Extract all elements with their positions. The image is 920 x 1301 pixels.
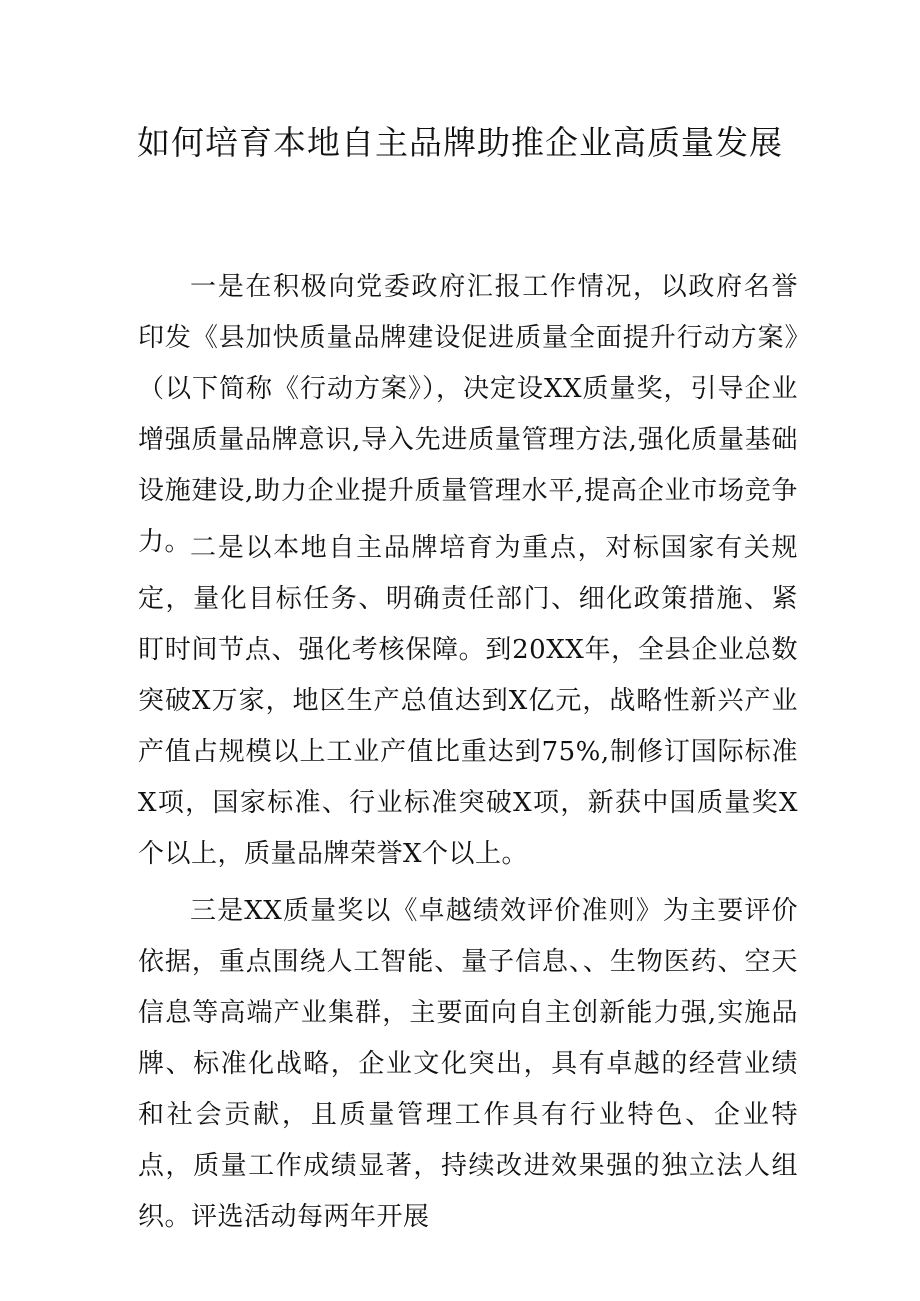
paragraph-1: 一是在积极向党委政府汇报工作情况，以政府名誉印发《县加快质量品牌建设促进质量全面提升行动方案》（以下简称《行动方案》），决定设XX质量奖，引导企业增强质量品牌意识,导入先进质量管理方法,强化质量基础设施建设,助力企业提升质量管理水平,提高企业市场竞争力。 [138,272,798,557]
paragraph-2: 二是以本地自主品牌培育为重点，对标国家有关规定，量化目标任务、明确责任部门、细化政策措施、紧盯时间节点、强化考核保障。到20XX年，全县企业总数突破X万家，地区生产总值达到X亿元，战略性新兴产业产值占规模以上工业产值比重达到75%,制修订国际标准X项，国家标准、行业标准突破X项，新获中国质量奖X个以上，质量品牌荣誉X个以上。 [138,533,798,869]
document-title: 如何培育本地自主品牌助推企业高质量发展 [137,123,783,162]
paragraph-3: 三是XX质量奖以《卓越绩效评价准则》为主要评价依据，重点围绕人工智能、量子信息、、生物医药、空天信息等高端产业集群，主要面向自主创新能力强,实施品牌、标准化战略，企业文化突出，具有卓越的经营业绩和社会贡献，且质量管理工作具有行业特色、企业特点，质量工作成绩显著，持续改进效果强的独立法人组织。评选活动每两年开展 [138,896,798,1232]
